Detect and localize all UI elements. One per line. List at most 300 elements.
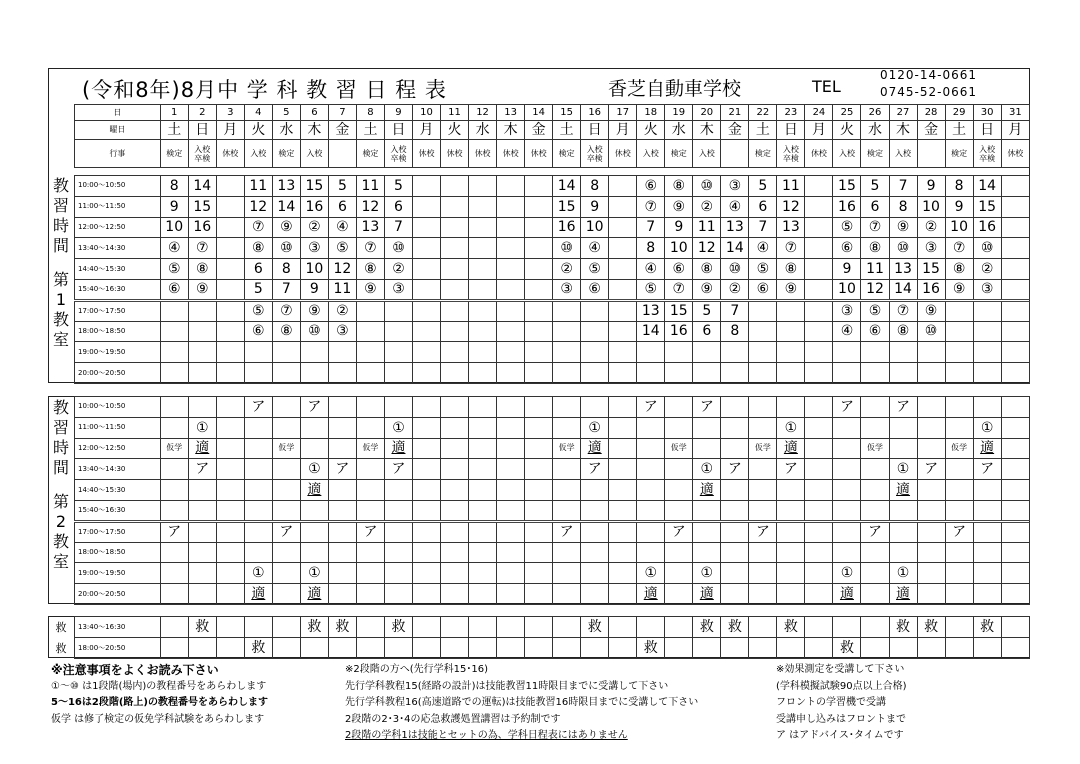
room2-cell [637,459,665,480]
weekday-cell: 土 [553,121,581,140]
time-slot: 14:40～15:30 [75,259,161,280]
room2-cell [553,500,581,521]
time-slot: 18:00～20:50 [75,638,161,659]
room2-cell [721,563,749,584]
weekday-cell: 水 [861,121,889,140]
room1-cell: ⑥ [244,321,272,342]
room2-cell [1001,584,1029,605]
room2-cell [525,521,553,542]
room2-cell [945,417,973,438]
room1-cell [525,176,553,197]
room2-cell [609,397,637,418]
room1-cell: ⑩ [272,238,300,259]
room1-cell [497,196,525,217]
room1-cell: ⑨ [272,217,300,238]
room2-cell [160,500,188,521]
room1-cell [469,363,497,384]
day-cell: 29 [945,105,973,121]
room2-cell: ① [693,459,721,480]
room1-cell: ② [917,217,945,238]
room1-cell: ⑥ [637,176,665,197]
room2-cell [609,563,637,584]
room1-cell: ⑩ [384,238,412,259]
room1-cell: ⑧ [356,259,384,280]
weekday-cell: 日 [188,121,216,140]
room2-cell [665,584,693,605]
day-cell: 25 [833,105,861,121]
room2-cell: ア [553,521,581,542]
room2-cell [469,438,497,459]
room1-cell [749,342,777,363]
room1-cell [1001,321,1029,342]
room1-cell: 9 [300,279,328,300]
note-left-3: 仮学 は修了検定の仮免学科試験をあらわします [51,713,265,725]
room2-row [75,480,1030,501]
day-cell: 2 [188,105,216,121]
weekday-cell: 月 [412,121,440,140]
weekday-cell: 土 [749,121,777,140]
room2-cell [693,500,721,521]
room2-cell [553,542,581,563]
room1-cell [412,259,440,280]
room1-cell: 5 [861,176,889,197]
room1-cell: 5 [384,176,412,197]
day-cell: 4 [244,105,272,121]
event-cell [889,140,917,168]
room1-cell: ⑤ [160,259,188,280]
room1-cell: ⑥ [665,259,693,280]
room1-cell [356,342,384,363]
room2-cell: ア [272,521,300,542]
room2-cell [525,397,553,418]
room1-cell [384,321,412,342]
room2-cell [160,417,188,438]
time-slot: 10:00～10:50 [75,176,161,197]
room2-cell [637,500,665,521]
room1-cell: ③ [833,300,861,321]
event-text: 休校 [474,149,491,158]
room2-cell [749,563,777,584]
event-cell [581,140,609,168]
event-cell [497,140,525,168]
side-char: 習 [52,418,69,437]
event-cell [917,140,945,168]
weekday-cell: 月 [609,121,637,140]
room2-cell [805,438,833,459]
room1-cell: 9 [665,217,693,238]
room1-cell: ⑤ [244,300,272,321]
room2-cell [525,480,553,501]
room1-cell: ⑤ [328,238,356,259]
room2-cell [777,542,805,563]
page-title: (令和8年)8月中 学 科 教 習 日 程 表 [82,78,447,102]
room2-cell [833,417,861,438]
event-cell [356,140,384,168]
room1-row [75,363,1030,384]
side-char: 室 [52,552,69,571]
rescue-cell: 救 [973,617,1001,638]
room2-cell [497,521,525,542]
room1-cell: ⑧ [665,176,693,197]
rescue-cell [581,638,609,659]
room2-cell [861,417,889,438]
day-cell: 28 [917,105,945,121]
rescue-cell: 救 [244,638,272,659]
note-left-0: ※注意事項をよくお読み下さい [51,663,219,677]
room1-cell [328,363,356,384]
room2-cell [945,480,973,501]
room2-cell [525,563,553,584]
day-cell: 3 [216,105,244,121]
room2-cell [356,397,384,418]
room2-cell: ア [777,459,805,480]
room2-cell [553,459,581,480]
rescue-cell [412,638,440,659]
room2-row [75,438,1030,459]
side-char: 間 [52,458,69,477]
time-slot: 13:40～14:30 [75,238,161,259]
room2-cell: 仮学 [749,438,777,459]
room1-cell [805,342,833,363]
event-text: 入校 [838,149,855,158]
rescue-cell [749,617,777,638]
room1-cell [216,196,244,217]
room1-cell: ⑧ [861,238,889,259]
room1-cell [356,300,384,321]
room2-cell [497,480,525,501]
room2-cell [216,584,244,605]
time-slot: 19:00～19:50 [75,563,161,584]
weekday-cell: 火 [833,121,861,140]
room1-cell: 15 [300,176,328,197]
event-text: 検定 [166,149,183,158]
room1-cell: ④ [581,238,609,259]
room1-cell [805,321,833,342]
room2-cell [412,417,440,438]
room1-cell: ③ [721,176,749,197]
room2-cell [160,459,188,480]
rescue-cell [917,638,945,659]
room2-cell: 適 [384,438,412,459]
rescue-cell [272,638,300,659]
room1-cell [973,300,1001,321]
time-slot: 10:00～10:50 [75,397,161,418]
room1-cell [244,342,272,363]
room2-cell [356,480,384,501]
room2-cell [216,438,244,459]
room2-cell [637,542,665,563]
room1-cell [973,321,1001,342]
time-slot: 15:40～16:30 [75,500,161,521]
room1-cell: ⑩ [973,238,1001,259]
rescue-cell: 救 [300,617,328,638]
room1-cell: 12 [328,259,356,280]
room2-cell [272,500,300,521]
room2-cell [1001,397,1029,418]
room1-cell [637,363,665,384]
room1-cell: 9 [160,196,188,217]
side-char: 時 [52,216,69,235]
room1-cell: ③ [328,321,356,342]
room2-cell [945,459,973,480]
room2-cell: 適 [188,438,216,459]
room2-cell [216,397,244,418]
room2-cell [609,584,637,605]
room2-cell [188,563,216,584]
room1-cell [497,321,525,342]
event-cell [384,140,412,168]
weekday-cell: 水 [665,121,693,140]
room2-cell [973,563,1001,584]
room2-cell [412,480,440,501]
room2-cell [244,480,272,501]
room1-cell [497,176,525,197]
room1-cell [356,363,384,384]
weekday-cell: 土 [356,121,384,140]
rescue-cell [188,638,216,659]
room2-cell: 適 [300,480,328,501]
room1-cell: ⑩ [889,238,917,259]
room1-cell [777,363,805,384]
room2-cell: 適 [244,584,272,605]
room2-cell [412,521,440,542]
room2-row [75,459,1030,480]
event-cell [805,140,833,168]
event-text: 卒検 [390,153,407,163]
room1-cell: ⑦ [272,300,300,321]
room1-cell: ⑧ [244,238,272,259]
event-text: 入校 [586,144,603,154]
room2-cell [889,500,917,521]
weekday-cell: 日 [973,121,1001,140]
room1-cell: 10 [945,217,973,238]
room1-cell: ⑩ [721,259,749,280]
room1-cell: ④ [637,259,665,280]
room2-cell [749,500,777,521]
room1-cell: ③ [384,279,412,300]
room1-cell [412,321,440,342]
room1-cell [469,238,497,259]
room1-cell: ⑥ [833,238,861,259]
room2-cell [609,417,637,438]
room1-cell [1001,217,1029,238]
room2-table [74,396,1030,605]
day-cell: 30 [973,105,1001,121]
room2-cell: ① [833,563,861,584]
event-cell [721,140,749,168]
room2-cell [272,542,300,563]
room2-cell: ① [188,417,216,438]
rescue-cell: 救 [188,617,216,638]
room2-cell [188,480,216,501]
time-slot: 20:00～20:50 [75,584,161,605]
time-slot: 17:00～17:50 [75,521,161,542]
phone-1: 0120-14-0661 [880,68,978,82]
room1-cell [805,279,833,300]
time-slot: 12:00～12:50 [75,217,161,238]
room2-cell [665,459,693,480]
room2-cell: 仮学 [272,438,300,459]
room1-cell: 15 [665,300,693,321]
room1-cell: ⑦ [356,238,384,259]
side-char: 教 [52,310,69,329]
rescue-cell [609,638,637,659]
weekday-cell: 金 [917,121,945,140]
room1-cell [889,363,917,384]
room2-cell [777,521,805,542]
room1-cell: ③ [300,238,328,259]
day-cell: 31 [1001,105,1029,121]
room2-cell [272,459,300,480]
room1-cell: 7 [384,217,412,238]
room2-cell [665,417,693,438]
room2-cell: 仮学 [861,438,889,459]
room2-cell: ① [889,563,917,584]
room1-cell [441,300,469,321]
note-right-3: 受講申し込みはフロントまで [776,713,906,725]
rescue-cell: 救 [917,617,945,638]
note-left-2: 5～16は2段階(路上)の教程番号をあらわします [51,697,268,708]
rescue-cell [889,638,917,659]
room1-cell: 16 [300,196,328,217]
room1-cell [889,342,917,363]
room2-cell [412,584,440,605]
room1-row [75,279,1030,300]
rescue-cell: 救 [328,617,356,638]
room1-cell [861,363,889,384]
rescue-cell [945,617,973,638]
room2-cell [160,584,188,605]
room2-cell [973,397,1001,418]
room1-cell: 6 [861,196,889,217]
rescue-cell [1001,638,1029,659]
time-slot: 15:40～16:30 [75,279,161,300]
room2-cell [637,438,665,459]
time-slot: 14:40～15:30 [75,480,161,501]
room1-cell: 10 [665,238,693,259]
room1-row [75,217,1030,238]
room1-cell: 10 [833,279,861,300]
room2-cell [469,500,497,521]
room2-cell: ア [833,397,861,418]
room1-cell [300,363,328,384]
room1-cell: 16 [665,321,693,342]
room2-cell [833,438,861,459]
room2-cell [609,500,637,521]
room1-row [75,321,1030,342]
day-label: 日 [75,105,161,121]
room1-cell [1001,342,1029,363]
room2-cell: ア [300,397,328,418]
room1-cell [945,342,973,363]
room2-row [75,500,1030,521]
weekday-cell: 火 [244,121,272,140]
room1-cell: 8 [721,321,749,342]
room2-cell [160,480,188,501]
room1-cell [216,279,244,300]
room2-cell [1001,521,1029,542]
room1-cell: 15 [973,196,1001,217]
room2-cell [917,438,945,459]
room2-cell [833,542,861,563]
room1-cell [469,300,497,321]
room2-cell [581,397,609,418]
time-slot: 13:40～14:30 [75,459,161,480]
room2-cell: 適 [637,584,665,605]
room2-cell [805,542,833,563]
room2-cell [553,563,581,584]
rescue-cell: 救 [637,638,665,659]
room1-cell: ⑥ [861,321,889,342]
room2-cell [497,459,525,480]
weekday-cell: 金 [525,121,553,140]
room1-cell [581,342,609,363]
room1-cell: ③ [973,279,1001,300]
note-left-1: ①～⑩ は1段階(場内)の教程番号をあらわします [51,680,267,692]
room1-cell [1001,300,1029,321]
room2-cell: ① [693,563,721,584]
room2-cell [1001,480,1029,501]
room1-cell [805,196,833,217]
event-text: 入校 [306,149,323,158]
room2-cell [469,480,497,501]
notes-left [51,662,268,728]
day-cell: 15 [553,105,581,121]
room2-cell [749,542,777,563]
room1-cell: ⑨ [945,279,973,300]
room1-cell [525,321,553,342]
room2-cell [300,417,328,438]
room1-cell: ⑧ [777,259,805,280]
event-cell [441,140,469,168]
rescue-cell [693,638,721,659]
room2-cell [525,542,553,563]
room2-cell [861,500,889,521]
event-text: 休校 [810,149,827,158]
room2-side-label [50,398,72,572]
room1-cell: ⑩ [917,321,945,342]
room2-cell [412,563,440,584]
room2-cell: 適 [693,480,721,501]
room2-cell [244,438,272,459]
room2-cell [945,563,973,584]
room1-cell [441,176,469,197]
room1-cell: ⑦ [637,196,665,217]
room1-cell [412,176,440,197]
room1-cell: 10 [300,259,328,280]
rescue-cell: 救 [721,617,749,638]
room1-cell [469,321,497,342]
room2-cell [328,438,356,459]
room1-cell: ⑤ [749,259,777,280]
room2-cell [441,521,469,542]
rescue-cell [973,638,1001,659]
room1-cell: ⑧ [188,259,216,280]
day-cell: 18 [637,105,665,121]
room1-cell: ⑨ [300,300,328,321]
room2-cell [917,397,945,418]
rescue-side-label: 救 [55,621,67,634]
room1-cell: 7 [637,217,665,238]
side-char: 間 [52,236,69,255]
room1-cell [917,363,945,384]
side-char: 時 [52,438,69,457]
time-slot: 17:00～17:50 [75,300,161,321]
room1-cell: 16 [188,217,216,238]
room1-cell: 15 [188,196,216,217]
room1-cell: ② [300,217,328,238]
rescue-cell [328,638,356,659]
